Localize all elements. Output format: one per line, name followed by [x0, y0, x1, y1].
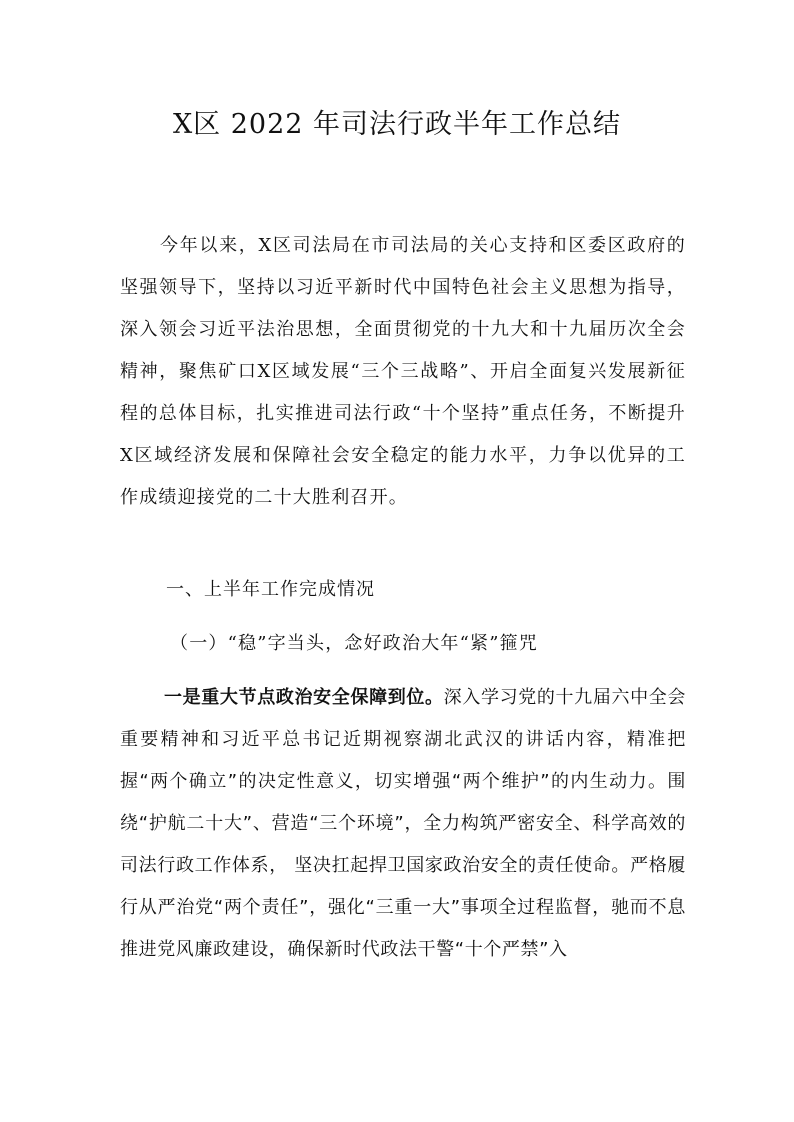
subsection-heading: （一）“稳”字当头，念好政治大年“紧”箍咒 [170, 633, 539, 654]
document-title: X区 2022 年司法行政半年工作总结 [172, 109, 622, 140]
section-heading: 一、上半年工作完成情况 [166, 579, 375, 600]
paragraph-lead: 一是重大节点政治安全保障到位。 [164, 687, 444, 708]
intro-paragraph: 今年以来，X区司法局在市司法局的关心支持和区委区政府的坚强领导下，坚持以习近平新时代中国特色社会主义思想为指导，深入领会习近平法治思想，全面贯彻党的十九大和十九届历次全会精神，聚焦矿口X区域发展“三个三战略”、开启全面复兴发展新征程的总体目标，扎实推进司法行政“十个坚持”重点任务，不断提升X区域经济发展和保障社会安全稳定的能力水平，力争以优异的工作成绩迎接党的二十大胜利召开。 [120, 235, 686, 508]
paragraph-text: 深入学习党的十九届六中全会重要精神和习近平总书记近期视察湖北武汉的讲话内容，精准把握“两个确立”的决定性意义，切实增强“两个维护”的内生动力。围绕“护航二十大”、营造“三个环境”，全力构筑严密安全、科学高效的司法行政工作体系， 坚决扛起捍卫国家政治安全的责任使命。严格履行从严治党“两个责任”，强化“三重一大”事项全过程监督，驰而不息推进党风廉政建设，确保新时代政法干警“十个严禁”入 [120, 687, 686, 960]
body-paragraph [120, 677, 686, 971]
